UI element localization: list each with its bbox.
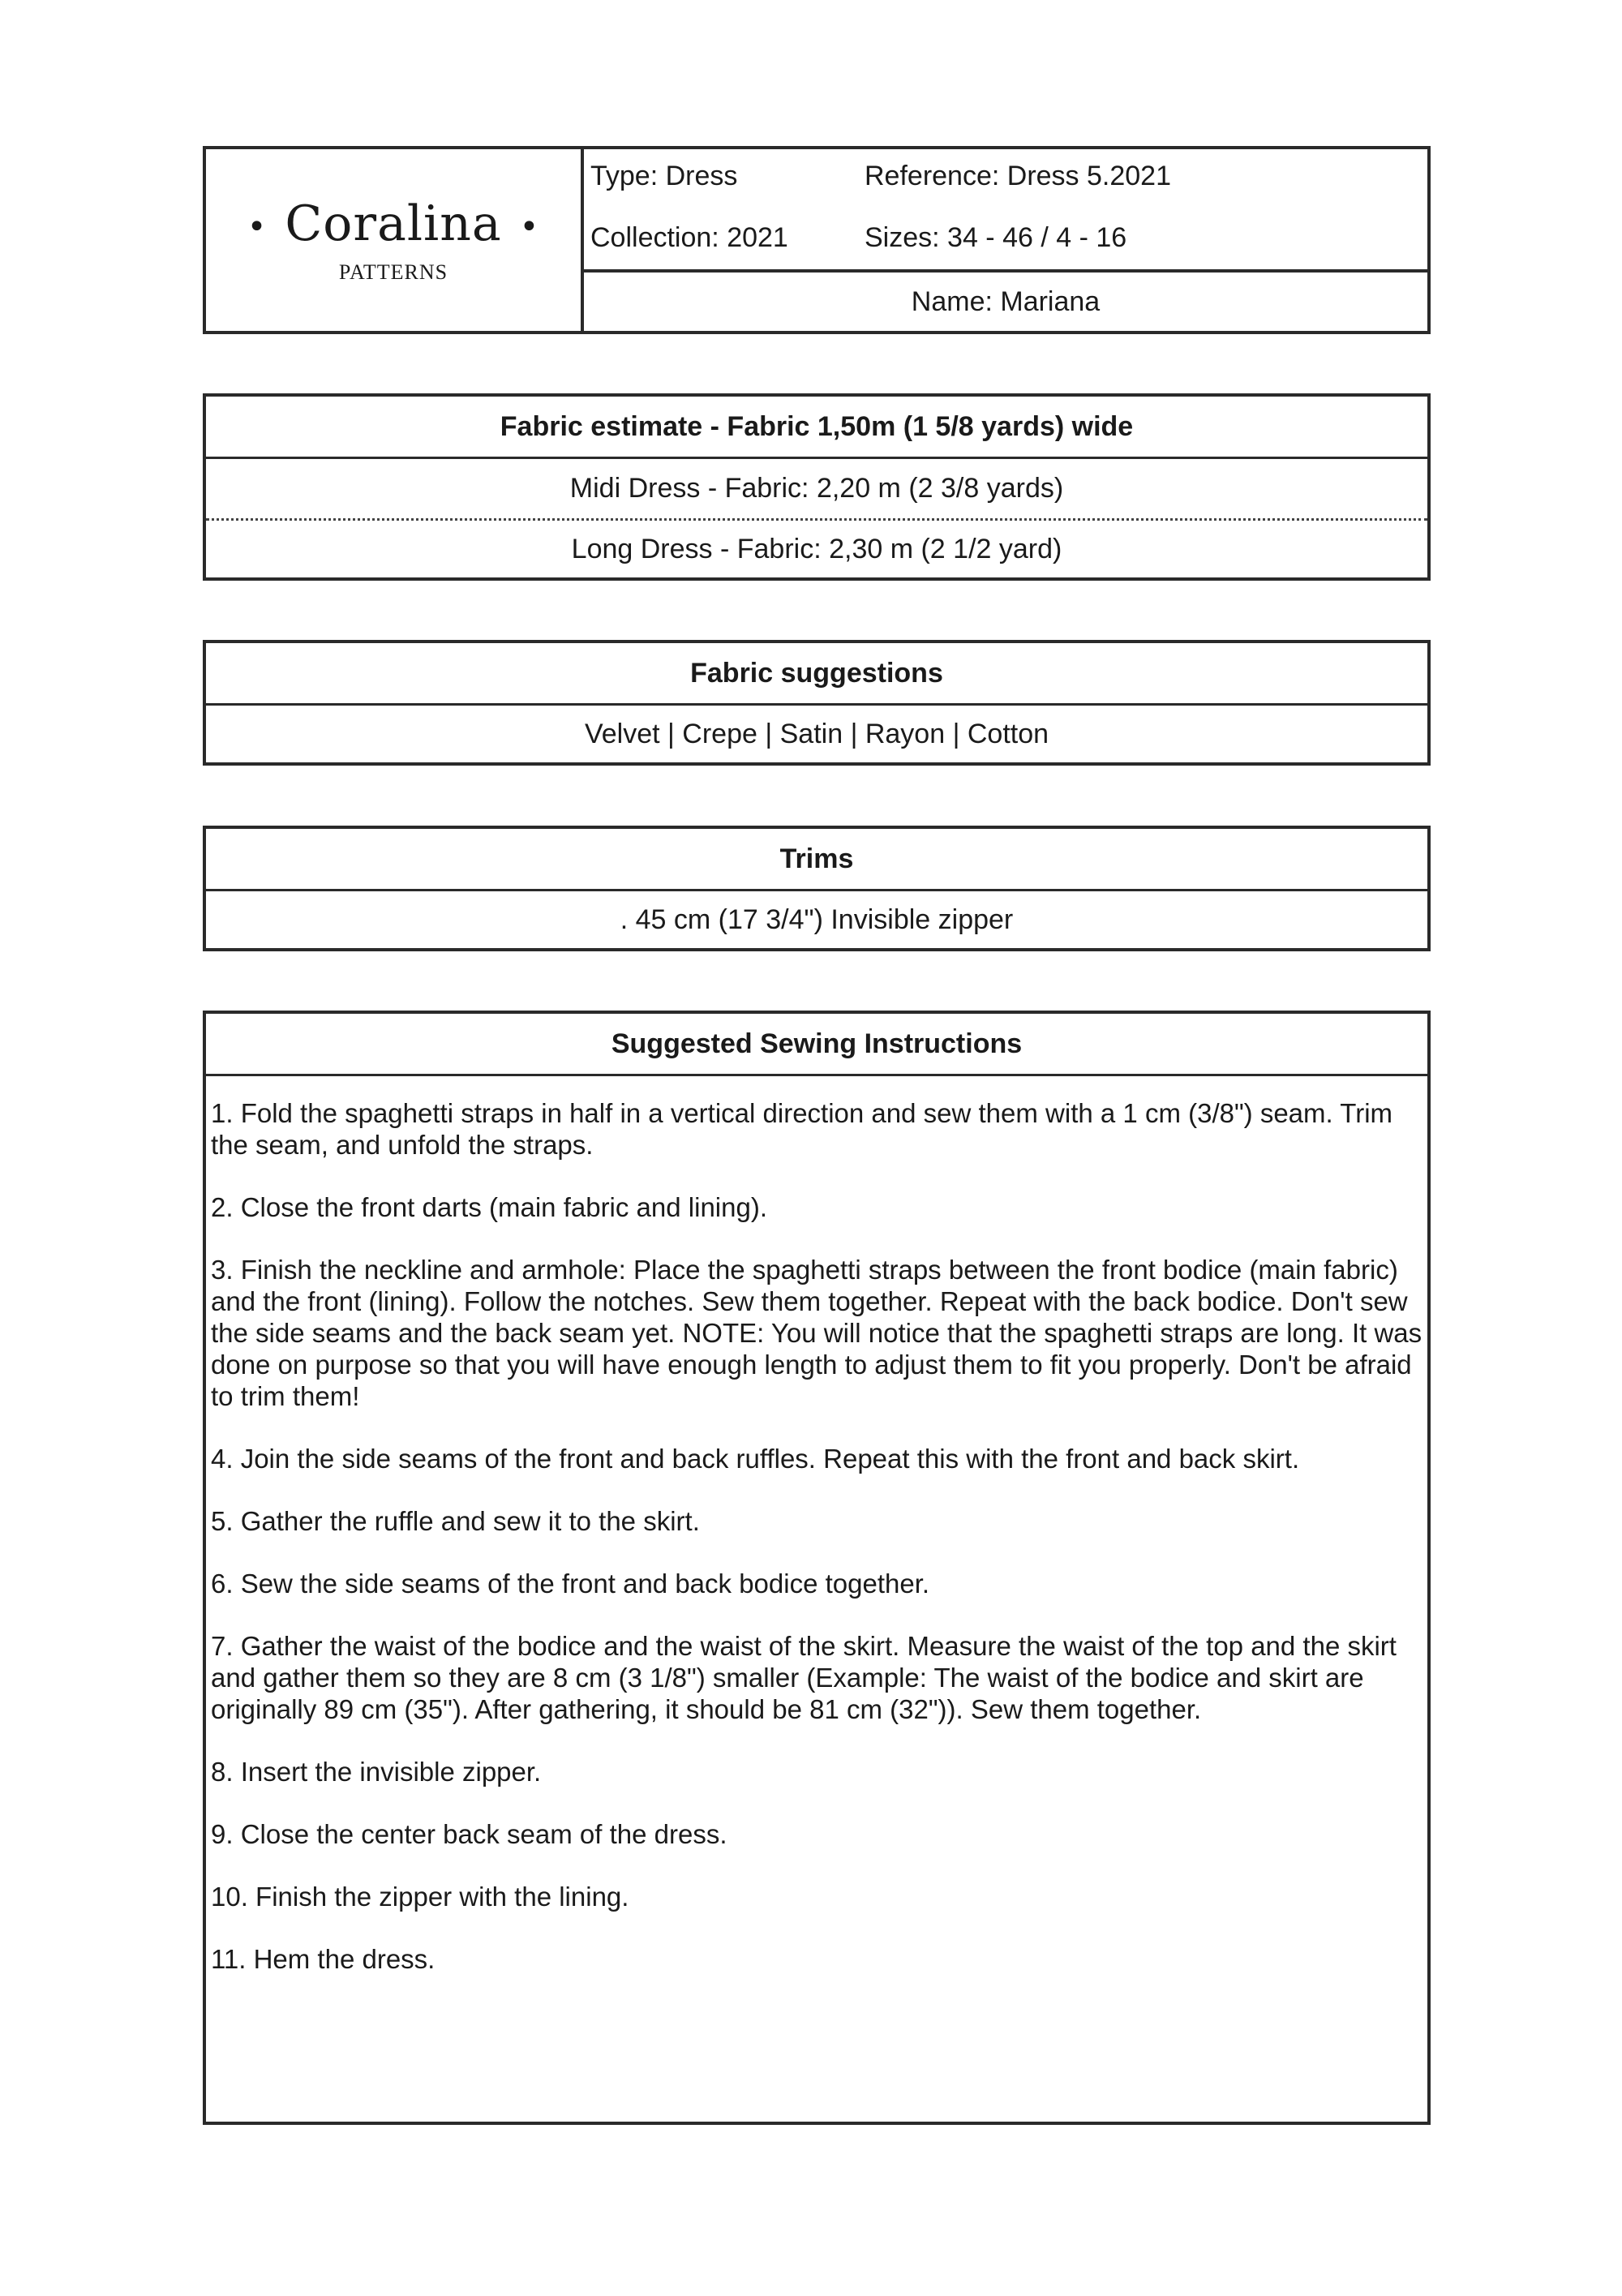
instruction-step: 1. Fold the spaghetti straps in half in a vertical direction and sew them with a 1 cm (3/8") seam. Trim the seam, and unfold the straps. <box>211 1098 1393 1160</box>
logo-bullet-right: • <box>519 208 540 247</box>
fabric-suggestions-list: Velvet | Crepe | Satin | Rayon | Cotton <box>206 703 1427 762</box>
fabric-estimate-title: Fabric estimate - Fabric 1,50m (1 5/8 yards) wide <box>500 410 1134 442</box>
instruction-step: 9. Close the center back seam of the dress. <box>211 1819 727 1849</box>
instruction-step: 8. Insert the invisible zipper. <box>211 1757 542 1787</box>
trims-item: . 45 cm (17 3/4") Invisible zipper <box>206 889 1427 948</box>
fabric-suggestions-title: Fabric suggestions <box>690 657 943 689</box>
instructions-body <box>206 1074 1427 1975</box>
instruction-step: 2. Close the front darts (main fabric and lining). <box>211 1192 767 1222</box>
fabric-suggestions-table <box>203 640 1431 766</box>
instruction-step: 6. Sew the side seams of the front and back bodice together. <box>211 1569 930 1599</box>
logo-title <box>230 195 557 252</box>
trims-title: Trims <box>779 843 854 874</box>
pattern-meta <box>584 149 1427 331</box>
type-field: Type: Dress <box>590 161 738 191</box>
logo-bullet-left: • <box>247 208 268 247</box>
instruction-step: 11. Hem the dress. <box>211 1944 436 1974</box>
collection-field: Collection: 2021 <box>590 222 788 253</box>
instruction-step: 7. Gather the waist of the bodice and the waist of the skirt. Measure the waist of the top and the skirt and gather them so they are 8 cm (3 1/8") smaller (Example: The waist of the bodice and skirt are originally 89 cm (35"). After gathering, it should be 81 cm (32")). Sew them together. <box>211 1631 1397 1724</box>
instruction-step: 4. Join the side seams of the front and back ruffles. Repeat this with the front and back skirt. <box>211 1444 1300 1474</box>
meta-info <box>584 149 1427 273</box>
name-field: Name: Mariana <box>911 285 1101 317</box>
instruction-step: 10. Finish the zipper with the lining. <box>211 1882 629 1912</box>
long-dress-fabric: Long Dress - Fabric: 2,30 m (2 1/2 yard) <box>206 518 1427 577</box>
instruction-step: 3. Finish the neckline and armhole: Place the spaghetti straps between the front bodice (main fabric) and the front (lining). Follow the notches. Sew them together. Repeat with the back bodice. Don't sew the side seams and the back seam yet. NOTE: You will notice that the spaghetti straps are long. It was done on purpose so that you will have enough length to adjust them to fit you properly. Don't be afraid to trim them! <box>211 1255 1422 1411</box>
pattern-header <box>203 146 1431 334</box>
sizes-field: Sizes: 34 - 46 / 4 - 16 <box>865 222 1127 253</box>
brand-logo <box>206 149 584 331</box>
logo-name: Coralina <box>285 195 502 252</box>
midi-dress-fabric: Midi Dress - Fabric: 2,20 m (2 3/8 yards) <box>206 457 1427 518</box>
instruction-step: 5. Gather the ruffle and sew it to the skirt. <box>211 1506 700 1536</box>
trims-table <box>203 826 1431 951</box>
sewing-instructions-table <box>203 1011 1431 2125</box>
logo-subtitle: PATTERNS <box>338 260 448 284</box>
reference-field: Reference: Dress 5.2021 <box>865 161 1171 191</box>
fabric-estimate-table <box>203 393 1431 581</box>
instructions-title: Suggested Sewing Instructions <box>611 1028 1023 1059</box>
